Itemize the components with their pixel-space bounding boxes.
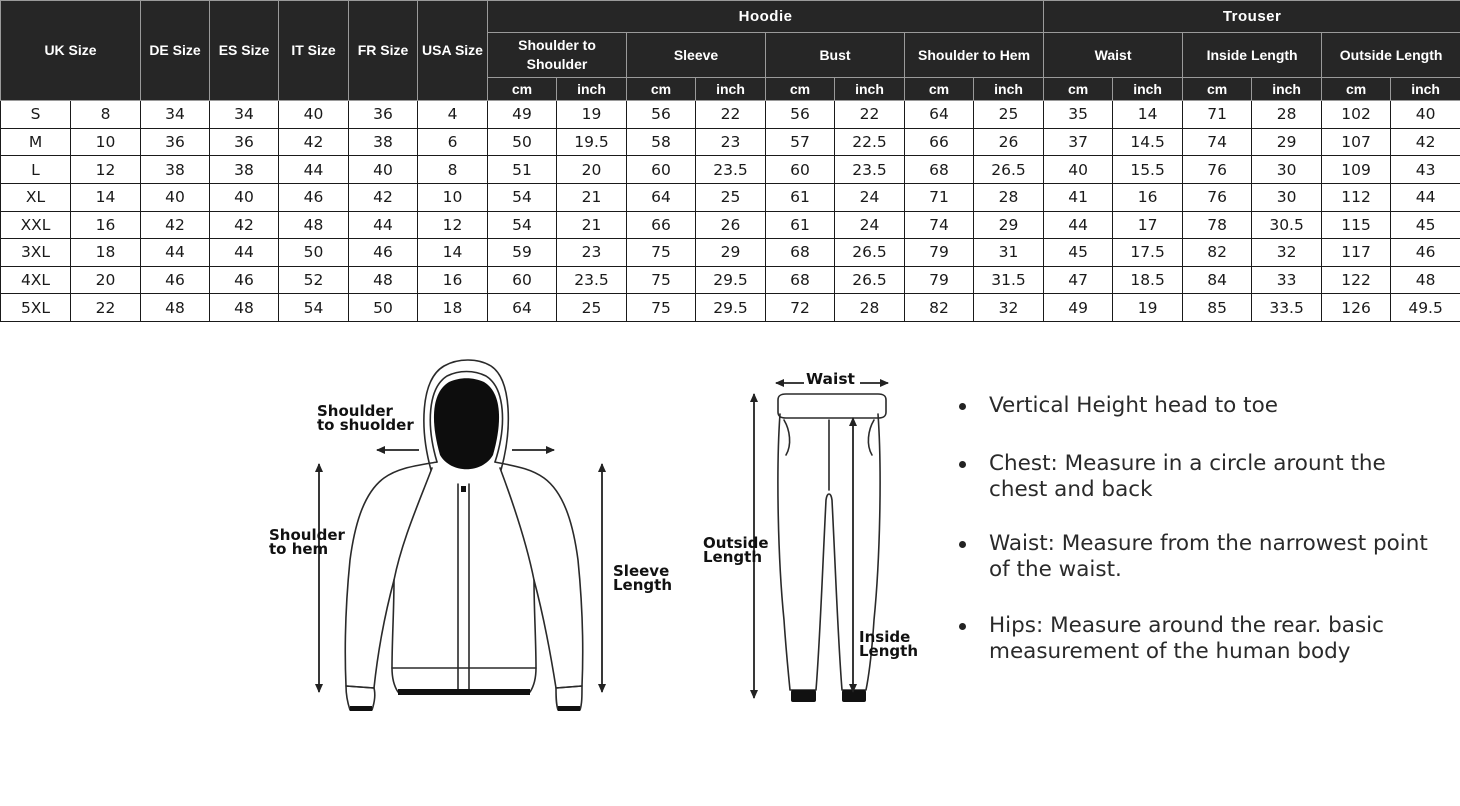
table-cell: 8 bbox=[418, 156, 488, 184]
table-cell: 61 bbox=[766, 211, 835, 239]
table-cell: 61 bbox=[766, 183, 835, 211]
unit-inch: inch bbox=[557, 78, 627, 101]
table-cell: 46 bbox=[1391, 239, 1460, 267]
table-cell: 45 bbox=[1391, 211, 1460, 239]
table-cell: S bbox=[1, 101, 71, 129]
note-item: Vertical Height head to toe bbox=[956, 393, 1436, 419]
table-cell: 59 bbox=[488, 239, 557, 267]
table-cell: 46 bbox=[279, 183, 349, 211]
table-cell: 82 bbox=[905, 294, 974, 322]
table-cell: 19.5 bbox=[557, 128, 627, 156]
table-cell: 102 bbox=[1322, 101, 1391, 129]
header-outside-length: Outside Length bbox=[1322, 33, 1460, 78]
table-cell: 48 bbox=[210, 294, 279, 322]
measurement-notes bbox=[956, 393, 1436, 665]
table-cell: 49 bbox=[488, 101, 557, 129]
table-cell: 21 bbox=[557, 183, 627, 211]
table-cell: 115 bbox=[1322, 211, 1391, 239]
unit-inch: inch bbox=[696, 78, 766, 101]
table-cell: 32 bbox=[1252, 239, 1322, 267]
table-cell: 23.5 bbox=[696, 156, 766, 184]
header-it-size: IT Size bbox=[279, 1, 349, 101]
table-cell: 31 bbox=[974, 239, 1044, 267]
table-cell: 23 bbox=[696, 128, 766, 156]
unit-inch: inch bbox=[1113, 78, 1183, 101]
table-cell: 28 bbox=[974, 183, 1044, 211]
table-cell: 14.5 bbox=[1113, 128, 1183, 156]
header-es-size: ES Size bbox=[210, 1, 279, 101]
table-cell: 38 bbox=[210, 156, 279, 184]
table-cell: 26 bbox=[974, 128, 1044, 156]
table-cell: 44 bbox=[1044, 211, 1113, 239]
table-cell: 40 bbox=[1391, 101, 1460, 129]
hoodie-arrows bbox=[319, 450, 602, 692]
unit-cm: cm bbox=[766, 78, 835, 101]
table-cell: 30 bbox=[1252, 156, 1322, 184]
table-cell: 40 bbox=[1044, 156, 1113, 184]
table-cell: 23.5 bbox=[835, 156, 905, 184]
table-cell: 23 bbox=[557, 239, 627, 267]
table-cell: 48 bbox=[349, 266, 418, 294]
table-cell: 34 bbox=[141, 101, 210, 129]
table-cell: 22 bbox=[835, 101, 905, 129]
table-cell: 48 bbox=[141, 294, 210, 322]
table-cell: 5XL bbox=[1, 294, 71, 322]
table-cell: 42 bbox=[210, 211, 279, 239]
table-cell: 28 bbox=[1252, 101, 1322, 129]
table-cell: 66 bbox=[905, 128, 974, 156]
table-cell: 14 bbox=[71, 183, 141, 211]
table-cell: 24 bbox=[835, 183, 905, 211]
header-shoulder-to-hem: Shoulder to Hem bbox=[905, 33, 1044, 78]
table-cell: 31.5 bbox=[974, 266, 1044, 294]
label-inside-length: Inside Length bbox=[859, 628, 918, 660]
table-cell: 54 bbox=[488, 183, 557, 211]
table-cell: 19 bbox=[1113, 294, 1183, 322]
table-cell: 54 bbox=[488, 211, 557, 239]
header-fr-size: FR Size bbox=[349, 1, 418, 101]
table-cell: 41 bbox=[1044, 183, 1113, 211]
table-cell: 16 bbox=[71, 211, 141, 239]
table-cell: 51 bbox=[488, 156, 557, 184]
table-cell: 44 bbox=[1391, 183, 1460, 211]
table-cell: 18.5 bbox=[1113, 266, 1183, 294]
table-cell: 28 bbox=[835, 294, 905, 322]
table-cell: 19 bbox=[557, 101, 627, 129]
table-cell: 60 bbox=[766, 156, 835, 184]
table-cell: XXL bbox=[1, 211, 71, 239]
table-cell: 38 bbox=[349, 128, 418, 156]
table-cell: 46 bbox=[141, 266, 210, 294]
table-cell: 72 bbox=[766, 294, 835, 322]
table-cell: 36 bbox=[349, 101, 418, 129]
unit-cm: cm bbox=[1183, 78, 1252, 101]
table-cell: 17 bbox=[1113, 211, 1183, 239]
unit-inch: inch bbox=[835, 78, 905, 101]
table-cell: 64 bbox=[627, 183, 696, 211]
table-cell: 42 bbox=[1391, 128, 1460, 156]
label-shoulder-to-shoulder: Shoulder to shuolder bbox=[317, 402, 414, 434]
table-cell: 44 bbox=[349, 211, 418, 239]
label-shoulder-to-hem: Shoulder to hem bbox=[269, 526, 345, 558]
table-cell: 84 bbox=[1183, 266, 1252, 294]
table-cell: 16 bbox=[1113, 183, 1183, 211]
table-cell: 52 bbox=[279, 266, 349, 294]
table-cell: 29 bbox=[1252, 128, 1322, 156]
unit-cm: cm bbox=[488, 78, 557, 101]
table-cell: 15.5 bbox=[1113, 156, 1183, 184]
table-cell: 16 bbox=[418, 266, 488, 294]
table-cell: 44 bbox=[279, 156, 349, 184]
table-cell: 26 bbox=[696, 211, 766, 239]
table-cell: 71 bbox=[905, 183, 974, 211]
table-cell: 71 bbox=[1183, 101, 1252, 129]
table-cell: L bbox=[1, 156, 71, 184]
table-cell: 30 bbox=[1252, 183, 1322, 211]
table-cell: 40 bbox=[349, 156, 418, 184]
table-cell: 78 bbox=[1183, 211, 1252, 239]
table-cell: 64 bbox=[905, 101, 974, 129]
table-cell: 22 bbox=[71, 294, 141, 322]
table-cell: 6 bbox=[418, 128, 488, 156]
table-cell: 50 bbox=[488, 128, 557, 156]
table-cell: 74 bbox=[905, 211, 974, 239]
table-cell: 44 bbox=[210, 239, 279, 267]
header-sleeve: Sleeve bbox=[627, 33, 766, 78]
table-cell: 79 bbox=[905, 239, 974, 267]
table-cell: 79 bbox=[905, 266, 974, 294]
table-cell: 29 bbox=[696, 239, 766, 267]
table-cell: 48 bbox=[1391, 266, 1460, 294]
table-cell: 85 bbox=[1183, 294, 1252, 322]
header-usa-size: USA Size bbox=[418, 1, 488, 101]
table-cell: 26.5 bbox=[835, 266, 905, 294]
table-cell: 44 bbox=[141, 239, 210, 267]
table-cell: 50 bbox=[279, 239, 349, 267]
table-cell: 12 bbox=[418, 211, 488, 239]
table-cell: 47 bbox=[1044, 266, 1113, 294]
table-cell: 18 bbox=[418, 294, 488, 322]
table-cell: 49.5 bbox=[1391, 294, 1460, 322]
table-cell: 29 bbox=[974, 211, 1044, 239]
table-cell: 122 bbox=[1322, 266, 1391, 294]
note-item: Hips: Measure around the rear. basic measurement of the human body bbox=[956, 613, 1436, 665]
table-cell: 18 bbox=[71, 239, 141, 267]
table-cell: 40 bbox=[210, 183, 279, 211]
table-cell: 56 bbox=[766, 101, 835, 129]
table-cell: 43 bbox=[1391, 156, 1460, 184]
label-waist: Waist bbox=[806, 370, 855, 388]
unit-inch: inch bbox=[1391, 78, 1460, 101]
table-cell: 25 bbox=[974, 101, 1044, 129]
table-cell: 38 bbox=[141, 156, 210, 184]
table-cell: 57 bbox=[766, 128, 835, 156]
label-outside-length: Outside Length bbox=[703, 534, 769, 566]
table-cell: 54 bbox=[279, 294, 349, 322]
table-cell: 46 bbox=[349, 239, 418, 267]
table-cell: 24 bbox=[835, 211, 905, 239]
table-cell: 66 bbox=[627, 211, 696, 239]
note-item: Waist: Measure from the narrowest point of the waist. bbox=[956, 531, 1436, 583]
table-cell: 64 bbox=[488, 294, 557, 322]
table-cell: 75 bbox=[627, 294, 696, 322]
table-cell: 49 bbox=[1044, 294, 1113, 322]
table-cell: 33 bbox=[1252, 266, 1322, 294]
table-cell: 42 bbox=[349, 183, 418, 211]
header-hoodie: Hoodie bbox=[488, 1, 1044, 33]
table-cell: 20 bbox=[557, 156, 627, 184]
table-cell: 26.5 bbox=[974, 156, 1044, 184]
unit-cm: cm bbox=[1044, 78, 1113, 101]
table-cell: 4 bbox=[418, 101, 488, 129]
header-shoulder-to-shoulder: Shoulder to Shoulder bbox=[488, 33, 627, 78]
table-cell: M bbox=[1, 128, 71, 156]
trouser-fills bbox=[791, 690, 866, 702]
table-cell: 42 bbox=[279, 128, 349, 156]
table-cell: 117 bbox=[1322, 239, 1391, 267]
table-cell: 33.5 bbox=[1252, 294, 1322, 322]
table-cell: 30.5 bbox=[1252, 211, 1322, 239]
table-cell: 34 bbox=[210, 101, 279, 129]
unit-cm: cm bbox=[905, 78, 974, 101]
table-cell: 45 bbox=[1044, 239, 1113, 267]
table-cell: 26.5 bbox=[835, 239, 905, 267]
table-cell: 12 bbox=[71, 156, 141, 184]
table-cell: 3XL bbox=[1, 239, 71, 267]
table-cell: 23.5 bbox=[557, 266, 627, 294]
table-cell: 126 bbox=[1322, 294, 1391, 322]
table-cell: 36 bbox=[141, 128, 210, 156]
header-inside-length: Inside Length bbox=[1183, 33, 1322, 78]
unit-inch: inch bbox=[974, 78, 1044, 101]
table-cell: 10 bbox=[71, 128, 141, 156]
table-cell: 21 bbox=[557, 211, 627, 239]
table-cell: 17.5 bbox=[1113, 239, 1183, 267]
header-waist: Waist bbox=[1044, 33, 1183, 78]
header-trouser: Trouser bbox=[1044, 1, 1460, 33]
table-cell: 112 bbox=[1322, 183, 1391, 211]
table-cell: 82 bbox=[1183, 239, 1252, 267]
table-cell: 58 bbox=[627, 128, 696, 156]
table-cell: 60 bbox=[627, 156, 696, 184]
table-cell: 37 bbox=[1044, 128, 1113, 156]
header-bust: Bust bbox=[766, 33, 905, 78]
table-cell: 4XL bbox=[1, 266, 71, 294]
unit-cm: cm bbox=[627, 78, 696, 101]
table-cell: 75 bbox=[627, 239, 696, 267]
table-cell: 42 bbox=[141, 211, 210, 239]
table-cell: 68 bbox=[766, 266, 835, 294]
table-cell: 22 bbox=[696, 101, 766, 129]
unit-cm: cm bbox=[1322, 78, 1391, 101]
header-de-size: DE Size bbox=[141, 1, 210, 101]
table-cell: 29.5 bbox=[696, 266, 766, 294]
table-cell: 109 bbox=[1322, 156, 1391, 184]
header-uk-size: UK Size bbox=[1, 1, 141, 101]
table-cell: 25 bbox=[557, 294, 627, 322]
table-cell: 35 bbox=[1044, 101, 1113, 129]
table-cell: 75 bbox=[627, 266, 696, 294]
table-cell: 32 bbox=[974, 294, 1044, 322]
table-cell: 14 bbox=[418, 239, 488, 267]
table-cell: 48 bbox=[279, 211, 349, 239]
table-cell: 56 bbox=[627, 101, 696, 129]
unit-inch: inch bbox=[1252, 78, 1322, 101]
table-cell: 46 bbox=[210, 266, 279, 294]
table-cell: 68 bbox=[905, 156, 974, 184]
table-cell: 76 bbox=[1183, 183, 1252, 211]
table-cell: 8 bbox=[71, 101, 141, 129]
table-cell: 60 bbox=[488, 266, 557, 294]
table-cell: 107 bbox=[1322, 128, 1391, 156]
table-cell: XL bbox=[1, 183, 71, 211]
table-cell: 50 bbox=[349, 294, 418, 322]
table-cell: 74 bbox=[1183, 128, 1252, 156]
table-cell: 40 bbox=[141, 183, 210, 211]
table-cell: 25 bbox=[696, 183, 766, 211]
note-item: Chest: Measure in a circle arount the chest and back bbox=[956, 451, 1436, 503]
table-cell: 40 bbox=[279, 101, 349, 129]
table-cell: 36 bbox=[210, 128, 279, 156]
table-cell: 68 bbox=[766, 239, 835, 267]
label-sleeve-length: Sleeve Length bbox=[613, 562, 672, 594]
table-cell: 20 bbox=[71, 266, 141, 294]
table-cell: 14 bbox=[1113, 101, 1183, 129]
table-cell: 10 bbox=[418, 183, 488, 211]
table-cell: 76 bbox=[1183, 156, 1252, 184]
table-cell: 22.5 bbox=[835, 128, 905, 156]
table-cell: 29.5 bbox=[696, 294, 766, 322]
